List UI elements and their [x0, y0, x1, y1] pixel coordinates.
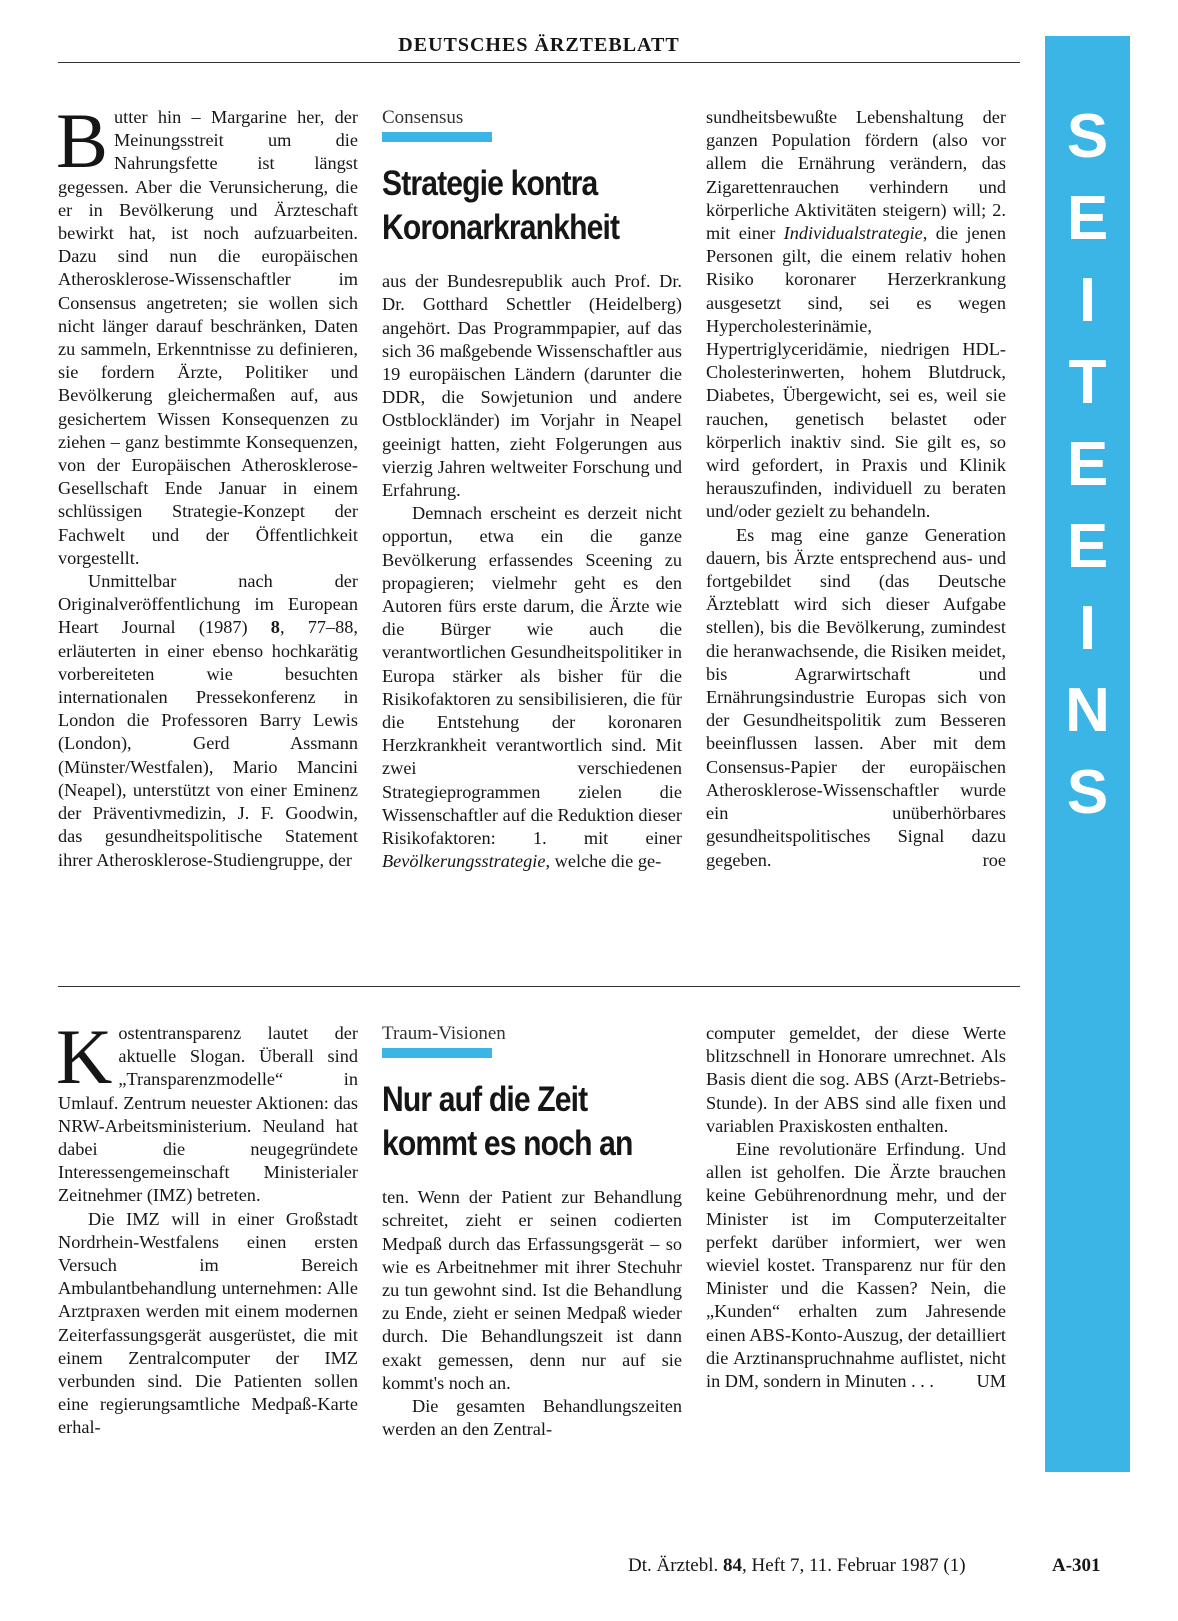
article1-column2	[382, 106, 682, 873]
sidebar-letter: I	[1078, 266, 1097, 335]
article1-kicker-bar	[382, 132, 492, 142]
article2-column2	[382, 1022, 682, 1441]
article2-col2-p2: Die gesamten Behandlungszeiten werden an den Zentral-	[382, 1396, 682, 1440]
article2-headline	[382, 1078, 674, 1166]
article1-col3-p1b: , die jenen Personen gilt, die einem relativ hohen Risiko koronarer Herzerkrankung ausgesetzt sind, sei es wegen Hypercholesterinämie, Hypertriglyceridämie, niedrigen HDL-Cholesterinwerten, hohem Blutdruck, Diabetes, Übergewicht, sei es, weil sie rauchen, genetisch belastet oder körperlich inaktiv sind. Sie gilt es, so wird gefordert, in Praxis und Klinik herauszufinden, individuell zu beraten und/oder gezielt zu behandeln.	[706, 223, 1006, 522]
article1-col2-p2a: Demnach erscheint es derzeit nicht opportun, etwa ein die ganze Bevölkerung erfassendes Sceening zu propagieren; vielmehr geht es den Autoren fürs erste darum, die Ärzte wie die Bürger wie auch die verantwortlichen Gesundheitspolitiker in Europa stärker als bisher für die Risikofaktoren zu sensibilisieren, die für die Entstehung der koronaren Herzkrankheit verantwortlich sind. Mit zwei verschiedenen Strategieprogrammen zielen die Wissenschaftler auf die Reduktion dieser Risikofaktoren: 1. mit einer	[382, 503, 682, 849]
article-divider	[58, 986, 1020, 987]
article2-headline-line1: Nur auf die Zeit	[382, 1080, 588, 1120]
article1-col2-em: Bevölkerungsstrategie	[382, 851, 546, 872]
article1-column1	[56, 97, 358, 872]
sidebar-letters	[1045, 96, 1130, 834]
sidebar-letter: S	[1066, 758, 1109, 827]
article2-column3	[706, 1022, 1006, 1393]
sidebar-letter: S	[1066, 102, 1109, 171]
footer-citation	[628, 1555, 966, 1577]
masthead: DEUTSCHES ÄRZTEBLATT	[398, 34, 680, 56]
article1-column3	[706, 106, 1006, 872]
article2-col2-p1: ten. Wenn der Patient zur Behandlung schreitet, zieht er seinen codierten Medpaß durch das Erfassungsgerät – so wie es Arbeitnehmer mit ihrer Stechuhr zu tun gewohnt sind. Ist die Behandlung zu Ende, zieht er seinen Medpaß wieder durch. Die Behandlungszeit ist dann exakt gemessen, denn nur auf sie kommt's noch an.	[382, 1187, 682, 1393]
article1-col2-p1: aus der Bundesrepublik auch Prof. Dr. Dr. Gotthard Schettler (Heidelberg) angehört. Das Programmpapier, auf das sich 36 maßgebende Wissenschaftler aus 19 europäischen Ländern (darunter die DDR, die Sowjetunion und andere Ostblockländer) im Vorjahr in Neapel geeinigt hatten, zieht Folgerungen aus vierzig Jahren weltweiter Forschung und Erfahrung.	[382, 271, 682, 501]
article2-col1-p1: ostentransparenz lautet der aktuelle Slogan. Überall sind „Transparenzmodelle“ in Umlauf. Zentrum neuester Aktionen: das NRW-Arbeitsministerium. Neuland hat dabei die neugegründete Interessengemeinschaft Ministerialer Zeitnehmer (IMZ) betreten.	[58, 1023, 358, 1206]
sidebar-letter: T	[1068, 348, 1107, 417]
article2-kicker: Traum-Visionen	[382, 1023, 506, 1044]
page-number: A-301	[1052, 1555, 1101, 1576]
article1-col1-p2b: , 77–88, erläuterten in einer ebenso hochkarätig vorbereiteten wie besuchten internationalen Pressekonferenz in London die Professoren Barry Lewis (London), Gerd Assmann (Münster/Westfalen), Mario Mancini (Neapel), unterstützt von einer Eminenz der Präventivmedizin, J. F. Goodwin, das gesundheitspolitische Statement ihrer Atherosklerose-Studiengruppe, der	[58, 617, 358, 870]
citation-rest: , Heft 7, 11. Februar 1987 (1)	[741, 1555, 966, 1576]
citation-prefix: Dt. Ärztebl.	[628, 1555, 723, 1576]
sidebar-letter: E	[1066, 430, 1109, 499]
article2-column1	[56, 1013, 358, 1440]
article1-drop-cap: B	[56, 97, 109, 184]
article1-volume: 8	[270, 617, 280, 638]
article1-signature: roe	[982, 849, 1006, 870]
article1-headline	[382, 162, 674, 250]
article1-col3-p2: Es mag eine ganze Generation dauern, bis Ärzte entsprechend aus- und fortgebildet sind (das Deutsche Ärzteblatt wird sich dieser Aufgabe stellen), bis die Bevölkerung, zumindest die heranwachsende, die Risiken meidet, bis Agrarwirtschaft und Ernährungsindustrie Europas sich von der Gesundheitspolitik zum Besseren beeinflussen lassen. Aber mit dem Consensus-Papier der europäischen Atherosklerose-Wissenschaftler wurde ein unüberhörbares gesundheitspolitisches Signal dazu gegeben.	[706, 524, 1006, 870]
citation-volume: 84	[722, 1555, 742, 1576]
sidebar-letter: N	[1065, 676, 1110, 745]
article2-col3-p2: Eine revolutionäre Erfindung. Und allen ist geholfen. Die Ärzte brauchen keine Gebührenordnung mehr, und der Minister ist im Computerzeitalter perfekt darüber informiert, wer wen wieviel kostet. Transparenz nur für den Minister und die Kassen? Nein, die „Kunden“ erhalten zum Jahresende einen ABS-Konto-Auszug, der detailliert die Arztinanspruchnahme auflistet, nicht in DM, sondern in Minuten . . .	[706, 1139, 1006, 1392]
article1-col1-p1: utter hin – Margarine her, der Meinungsstreit um die Nahrungsfette ist längst gegessen. Aber die Verunsicherung, die er in Bevölkerung und Ärzteschaft bewirkt hat, ist noch aufzuarbeiten. Dazu sind nun die europäischen Atherosklerose-Wissenschaftler im Consensus angetreten; sie wollen sich nicht länger darauf beschränken, Daten zu sammeln, Erkenntnisse zu definieren, sie fordern Ärzte, Politiker und Bevölkerung gleichermaßen auf, aus gesichertem Wissen Konsequenzen zu ziehen – ganz bestimmte Konsequenzen, von der Europäischen Atherosklerose-Gesellschaft Ende Januar in einem schlüssigen Strategie-Konzept der Fachwelt und der Öffentlichkeit vorgestellt.	[58, 107, 358, 568]
seite-eins-sidebar	[1045, 36, 1130, 1472]
article1-col2-p2b: , welche die ge-	[545, 851, 662, 872]
article1-headline-line1: Strategie kontra	[382, 164, 598, 204]
article2-kicker-bar	[382, 1048, 492, 1058]
article1-headline-line2: Koronarkrankheit	[382, 208, 620, 248]
article1-col3-p1a: sundheitsbewußte Lebenshaltung der ganzen Population fördern (also vor allem die Ernährung verändern, das Zigarettenrauchen verhindern und körperliche Aktivitäten steigern) will; 2. mit einer	[706, 107, 1006, 244]
article2-drop-cap: K	[56, 1013, 113, 1100]
article1-col3-em: Individualstrategie	[783, 223, 923, 244]
article2-col3-p1: computer gemeldet, der diese Werte blitzschnell in Honorare umrechnet. Als Basis dient die sog. ABS (Arzt-Betriebs-Stunde). In der ABS sind alle fixen und variablen Praxiskosten enthalten.	[706, 1023, 1006, 1136]
article2-signature: UM	[976, 1371, 1006, 1392]
sidebar-letter: E	[1066, 512, 1109, 581]
sidebar-letter: E	[1066, 184, 1109, 253]
article2-headline-line2: kommt es noch an	[382, 1124, 633, 1164]
masthead-rule	[58, 62, 1020, 63]
article2-col1-p2: Die IMZ will in einer Großstadt Nordrhein-Westfalens einen ersten Versuch im Bereich Ambulantbehandlung unternehmen: Alle Arztpraxen werden mit einem modernen Zeiterfassungsgerät ausgerüstet, die mit einem Zentralcomputer der IMZ verbunden sind. Die Patienten sollen eine regierungsamtliche Medpaß-Karte erhal-	[58, 1208, 358, 1438]
article1-col1-p2a: Unmittelbar nach der Originalveröffentlichung im European Heart Journal (1987)	[58, 571, 358, 638]
sidebar-letter: I	[1078, 594, 1097, 663]
article1-kicker: Consensus	[382, 107, 464, 128]
